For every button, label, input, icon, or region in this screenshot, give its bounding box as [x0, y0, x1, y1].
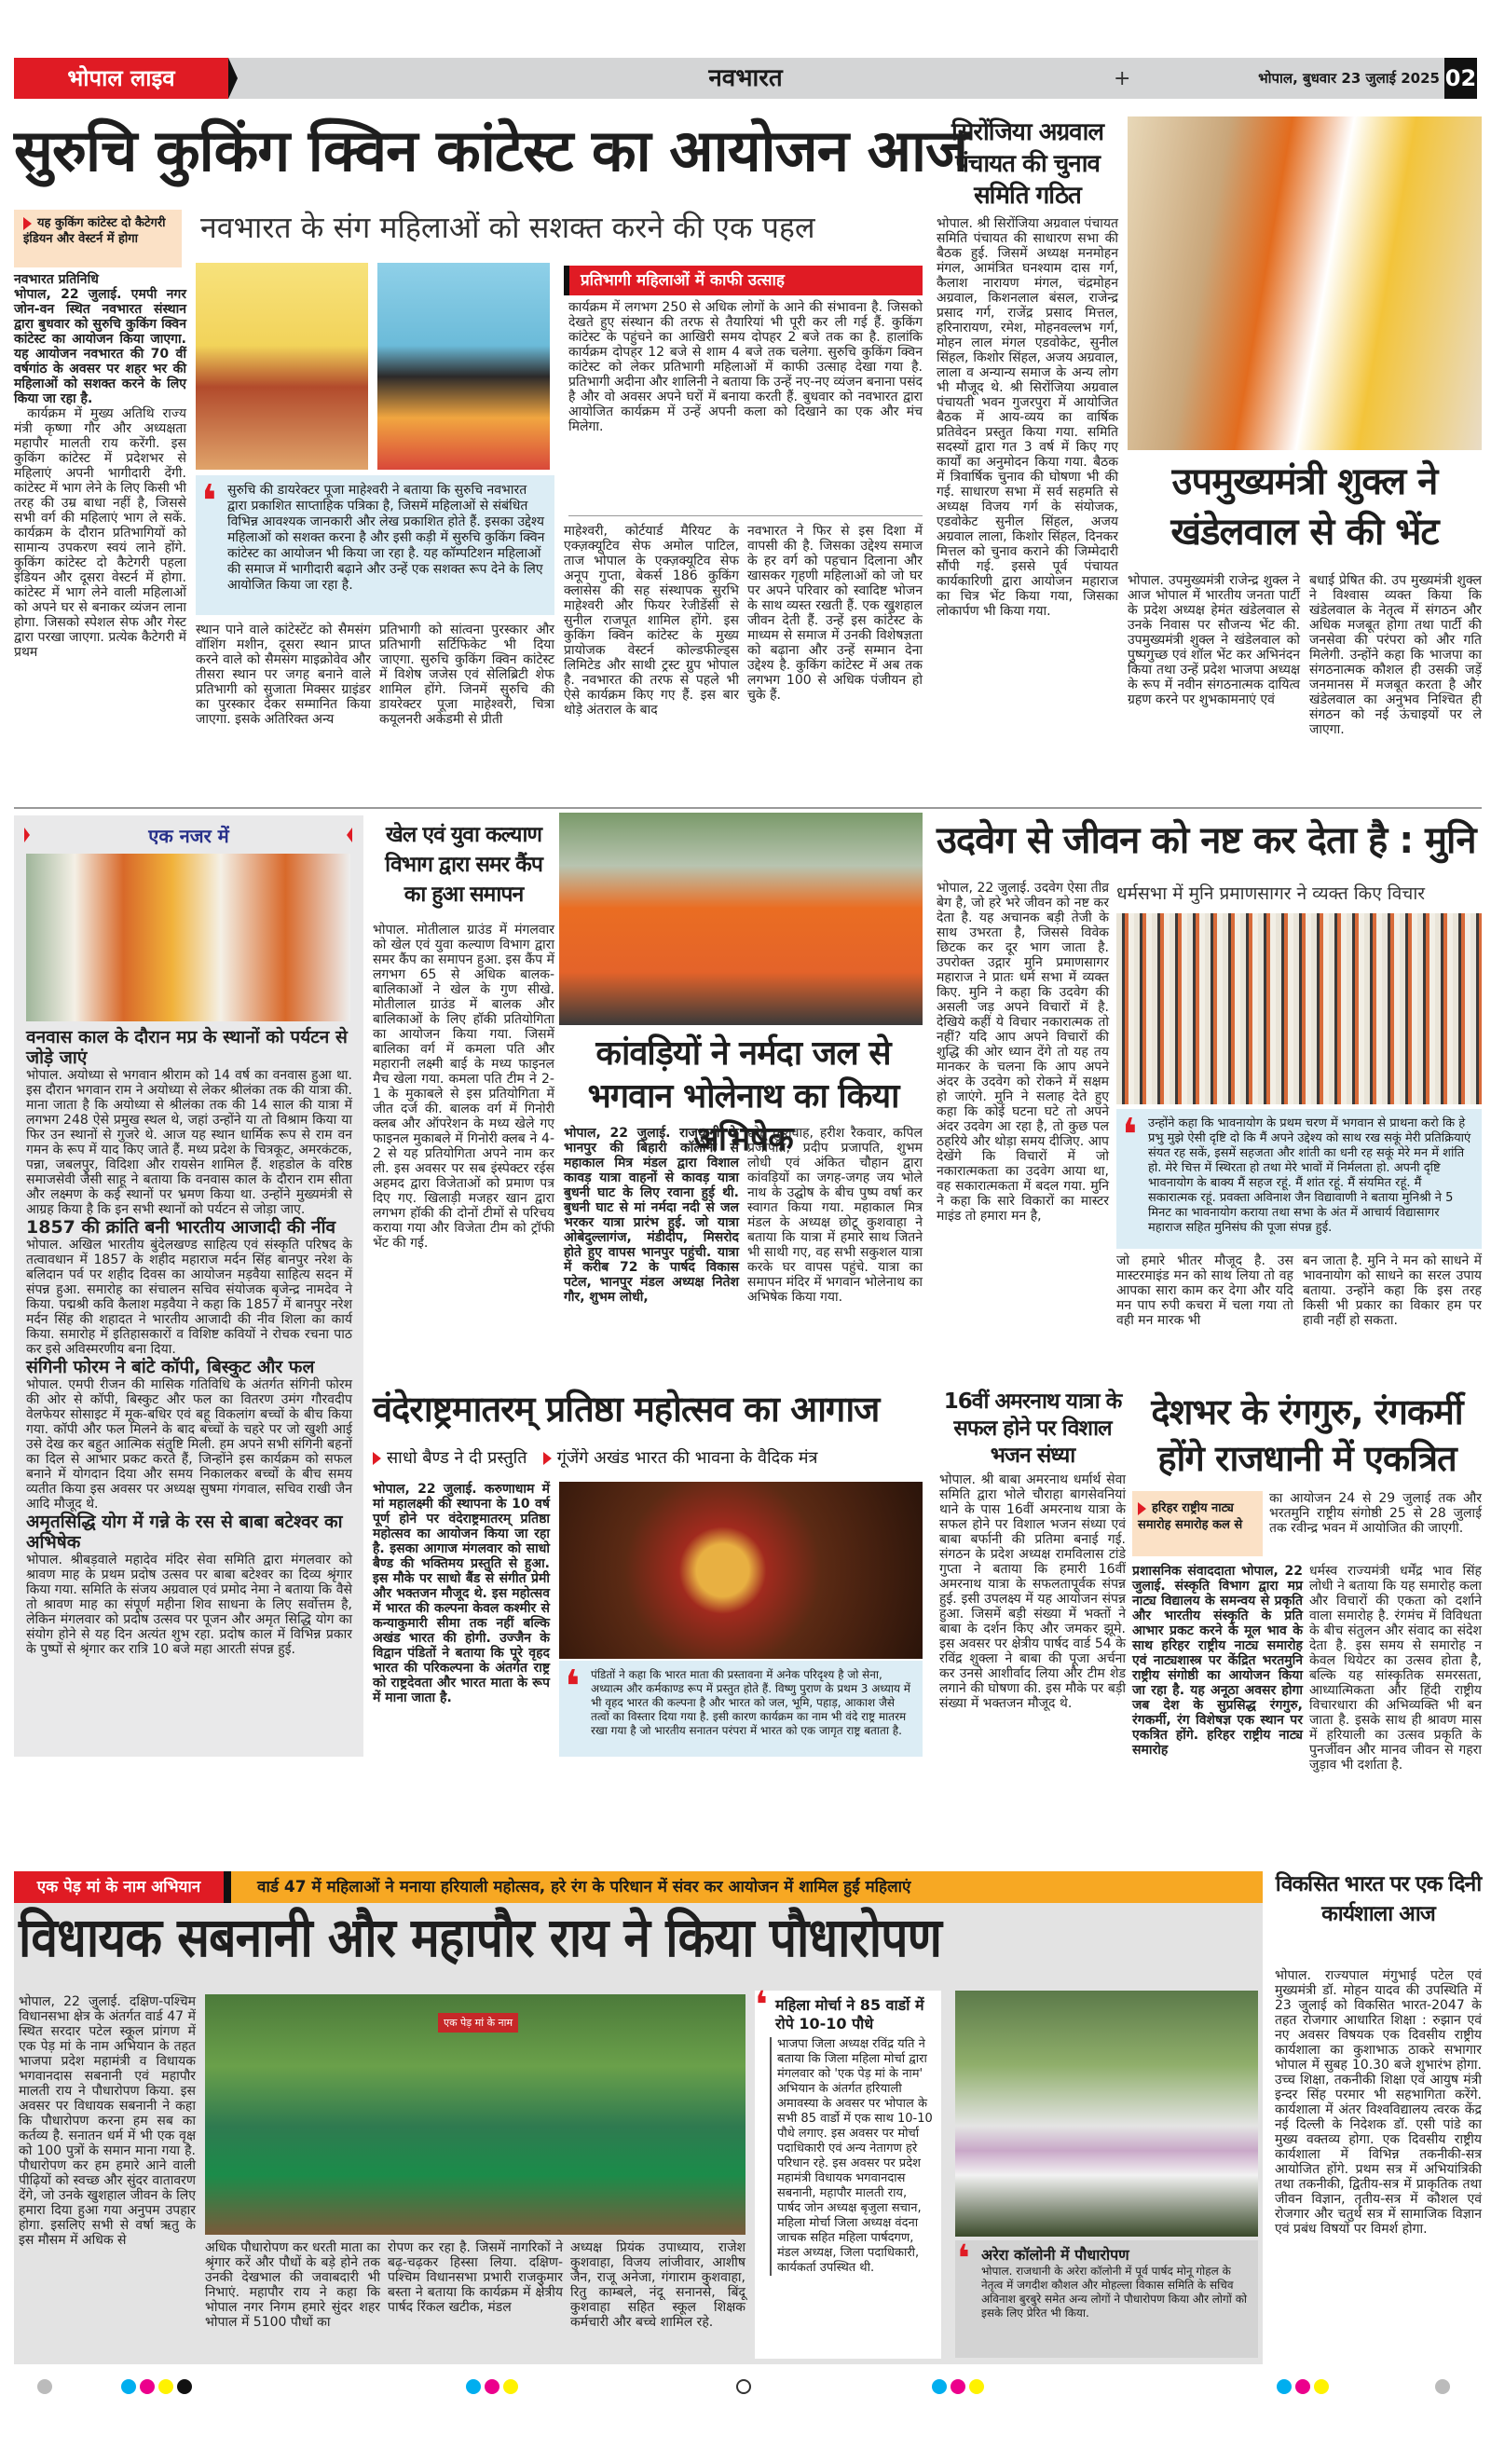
registration-dot	[466, 2379, 481, 2394]
muni-col-2: जो हमारे भीतर मौजूद है. उस मास्टरमाइंड मन को साथ लिया तो वह आपका सारा काम कर देगा और यदि मन पाप रुपी कचरा में चला गया तो वही मन मारक भी	[1116, 1253, 1293, 1328]
plantation-headline: विधायक सबनानी और महापौर राय ने किया पौधारोपण	[19, 1906, 941, 1969]
sports-headline: खेल एवं युवा कल्याण विभाग द्वारा समर कैंप का हुआ समापन	[385, 823, 542, 907]
lead-column-4: माहेश्वरी, कोर्टयार्ड मैरियट के एक्ज़क्यूटिव सेफ अमोल पाटिल, ताज भोपाल के एक्ज़क्यूटिव सेफ अनूप गुप्ता, बेकर्स 186 कुकिंग क्लासेस की सह संस्थापक सुरभि माहेश्वरी और फियर रेजीडेंसी से सुनील राजपूत शामिल होंगे. इस कुकिंग क्विन कांटेस्ट के मुख्य प्रायोजक वेस्टर्न कोल्डफील्ड्स लिमिटेड और साथी ट्रस्ट ग्रुप भोपाल है. नवभारत की तरफ से पहले भी ऐसे कार्यक्रम किए गए हैं. इस बार थोड़े अंतराल के बाद	[564, 524, 739, 718]
amarnath-headline: 16वीं अमरनाथ यात्रा के सफल होने पर विशाल भजन संध्या	[943, 1389, 1122, 1468]
muni-headline: उदवेग से जीवन को नष्ट कर देता है : मुनि	[937, 819, 1476, 862]
campaign-label: एक पेड़ मां के नाम अभियान	[14, 1871, 224, 1903]
registration-dot	[969, 2379, 984, 2394]
muni-quote-box	[1116, 1109, 1482, 1249]
registration-dot	[121, 2379, 136, 2394]
glance-item	[26, 1512, 352, 1657]
theatre-info-box	[1132, 1491, 1263, 1556]
lead-headline: सुरुचि कुकिंग क्विन कांटेस्ट का आयोजन आज	[14, 116, 967, 185]
plantation-col-1: अधिक पौधारोपण कर धरती माता का श्रृंगार करें और पौधों के बड़े होने तक उनकी देखभाल की जवाबदारी भी निभाएं. महापौर राय ने कहा कि भोपाल नगर निगम हमारे सुंदर शहर भोपाल में 5100 पौधों का	[205, 2240, 380, 2330]
quote-icon: ❛	[755, 1984, 768, 2027]
mahila-morcha-box	[755, 1984, 941, 2359]
quote-text: पंडितों ने कहा कि भारत माता की प्रस्तावना में अनेक परिदृश्य है जो सेना, अध्यात्म और कर्मकाण्ड रूप में प्रस्तुत होते हैं. विष्णु पुराण के प्रथम 3 अध्याय में भी वृहद भारत की कल्पना है और भारत को जल, भूमि, पहाड़, आकाश जैसे तत्वों का विस्तार दिया गया है. इसी कारण कार्यक्रम का नाम भी वंदे राष्ट्र मातरम रखा गया है जो भारतीय सनातन परंपरा में भारत को एक जागृत राष्ट्र बताता है.	[591, 1668, 910, 1737]
mahila-morcha-title: महिला मोर्चा ने 85 वार्डो में रोपे 10-10 पौधे	[775, 1996, 924, 2033]
vande-body: भोपाल, 22 जुलाई. करुणाधाम में मां महालक्ष्मी की स्थापना के 10 वर्ष पूर्ण होने पर वंदेराष्ट्रमातरम् प्रतिष्ठा महोत्सव का आयोजन किया जा रहा है. इसका आगाज मंगलवार को साधो बैण्ड की भक्तिमय प्रस्तुति से हुआ. इस मौके पर साधो बैंड से संगीत प्रेमी और भक्तजन मौजूद थे. इस महोत्सव में भारत की कल्पना केवल कश्मीर से कन्याकुमारी सीमा तक नहीं बल्कि अखंड भारत की होगी. उज्जैन के विद्वान पंडितों ने बताया कि पूरे वृहद भारत की परिकल्पना के अंतर्गत राष्ट्र को राष्ट्रदेवता और भारत माता के रूप में माना जाता है.	[373, 1482, 550, 1705]
at-a-glance-title: एक नजर में	[148, 825, 229, 847]
left-marker-icon	[24, 828, 30, 842]
registration-dot	[177, 2379, 192, 2394]
photo-group-yellow-jacket	[26, 854, 350, 1021]
registration-dot	[951, 2379, 965, 2394]
theatre-col-1: प्रशासनिक संवाददाता भोपाल, 22 जुलाई. संस्कृति विभाग द्वारा मप्र नाट्य विद्यालय के समन्वय से प्रकृति और भारतीय संस्कृति के प्रति आभार प्रकट करने के मूल भाव के साथ हरिहर राष्ट्रीय नाट्य समारोह एवं नाट्यशास्त्र पर केंद्रित भरतमुनि राष्ट्रीय संगोष्ठी का आयोजन किया जा रहा है. यह अनूठा अवसर होगा जब देश के सुप्रसिद्ध रंगगुरु, रंगकर्मी, रंग विशेषज्ञ एक स्थान पर एकत्रित होंगे. हरिहर राष्ट्रीय नाट्य समारोह	[1132, 1564, 1303, 1758]
arera-body: भोपाल. राजधानी के अरेरा कॉलोनी में पूर्व पार्षद मोनू गोहल के नेतृत्व में जगदीश कौशल और मोहल्ला विकास समिति के सचिव अविनाश बुरबुरे समेत अन्य लोगों ने पौधारोपण किया और लोगों को इसके लिए प्रेरित भी किया.	[981, 2265, 1248, 2320]
bullet-icon	[373, 1452, 381, 1465]
newspaper-title: नवभारत	[708, 64, 783, 92]
lead-column-1	[14, 272, 186, 799]
glance-item-title: 1857 की क्रांति बनी भारतीय आजादी की नींव	[26, 1217, 336, 1238]
photo-mahalakshmi-idol	[559, 1482, 923, 1659]
vande-quote-box	[559, 1661, 923, 1757]
info-text: हरिहर राष्ट्रीय नाट्य समारोह समारोह कल से	[1138, 1501, 1243, 1532]
photo-kanwar-yatra	[559, 813, 923, 1025]
registration-dot	[37, 2379, 52, 2394]
plantation-headline-wrap	[19, 1906, 941, 1983]
vande-bullets	[373, 1446, 932, 1469]
section-arrow-icon	[228, 58, 238, 99]
muni-col-3: बन जाता है. मुनि ने मन को साधने में भावनायोग को साधने का सरल उपाय बताया. उन्होंने कहा कि इस तरह किसी भी प्रकार का विकार हम पर हावी नहीं हो सकता.	[1303, 1253, 1482, 1328]
photo-dharmasabha	[1116, 913, 1482, 1104]
photo-arera-plantation	[955, 1991, 1258, 2237]
section-label: भोपाल लाइव	[14, 58, 228, 99]
glance-item-body: भोपाल. एमपी रीजन की मासिक गतिविधि के अंतर्गत संगिनी फोरम की ओर से कॉपी, बिस्कुट और फल का वितरण उमंग गौरवदीप वेलफेयर सोसाइट में मूक-बधिर एवं बहू विकलांग बच्चों के बीच किया गया. कॉपी और फल मिलने के बाद बच्चों के चहरे पर जो खुशी आई उसे देख कर बहुत आत्मिक संतुष्टि मिली. हम अपने सभी संगिनी बहनों का दिल से आभार प्रकट करते हैं, जिन्होंने इस कार्यक्रम को सफल बनाने में योगदान दिया और समय निकालकर बच्चों के बीच समय व्यतीत किया इस अवसर पर अध्यक्ष सुषमा गंगवाल, सचिव राखी जैन आदि मौजूद थे.	[26, 1377, 352, 1512]
divider	[14, 807, 1482, 809]
theatre-col-2: धर्मस्व राज्यमंत्री धर्मेंद्र भाव सिंह लोधी ने बताया कि यह समारोह कला और विचारों की एकता को दर्शाने वाला समारोह है. रंगमंच में विविधता के बीच संतुलन और संवाद का संदेश देता है. इस समय से समारोह न केवल थियेटर का उत्सव होता है, बल्कि यह सांस्कृतिक समरसता, आध्यात्मिकता और हिंदी राष्ट्रीय विचारधारा की अभिव्यक्ति भी बन जाता है. इसके साथ ही श्रावण मास में हरियाली का उत्सव प्रकृति के पुनर्जीवन और मानव जीवन से गहरा जुड़ाव भी दर्शाता है.	[1309, 1564, 1482, 1773]
glance-item	[26, 1217, 352, 1357]
plantation-col-3: अध्यक्ष प्रियंक उपाध्याय, राजेश कुशवाहा, विजय लांजीवार, आशीष जैन, राजू अनेजा, गंगाराम कुशवाहा, रितु काम्बले, नंदू सनानसे, बिंदू कुशवाहा सहित स्कूल शिक्षक कर्मचारी और बच्चे शामिल रहे.	[570, 2240, 746, 2330]
red-box-body: कार्यक्रम में लगभग 250 से अधिक लोगों के आने की संभावना है. जिसको देखते हुए संस्थान की तरफ से तैयारियां भी पूरी कर ली गई हैं. कुकिंग कांटेस्ट के पहुंचने का आखिरी समय दोपहर 2 बजे तक का है. हालांकि कार्यक्रम दोपहर 12 बजे से शाम 4 बजे तक चलेगा. सुरुचि कुकिंग क्विन कांटेस्ट को लेकर प्रतिभागी महिलाओं में काफी उत्साह देखा गया है. प्रतिभागी अदीना और शालिनी ने बताया कि उन्हें नए-नए व्यंजन बनाना पसंद है और वो अवसर अपने घरों में बनाया करती हैं. बुधवार को नवभारत द्वारा आयोजित कार्यक्रम में उन्हें अपनी कला को दिखाने का एक और मंच मिलेगा.	[568, 300, 923, 516]
registration-dot	[932, 2379, 947, 2394]
campaign-banner: वार्ड 47 में महिलाओं ने मनाया हरियाली महोत्सव, हरे रंग के परिधान में संवर कर आयोजन में शामिल हुईं महिलाएं	[224, 1871, 1263, 1903]
print-registration-strip	[0, 2375, 1491, 2399]
muni-col-1: भोपाल, 22 जुलाई. उदवेग ऐसा तीव्र बेग है, जो हरे भरे जीवन को नष्ट कर देता है. यह अचानक बड़ी तेजी के साथ उभरता है, जिससे विवेक छिटक कर दूर भाग जाता है. उपरोक्त उद्गार मुनि प्रमाणसागर महाराज ने प्रातः धर्म सभा में व्यक्त किए. मुनि ने कहा कि उदवेग की असली जड़ अपने विचारों में है. देखिये कहीं ये विचार नकारात्मक तो नहीं? यदि आप अपने विचारों की शुद्धि की ओर ध्यान देंगे तो यह तय मानकर के चलना कि आप अपने अंदर के उदवेग को रोकने में सक्षम हो जाएंगे. मुनि ने सलाह देते हुए कहा कि कोई घटना घटे तो अपने अंदर उदवेग आ रहा है, तो कुछ पल ठहरिये और थोड़ा समय दीजिए. आप देखेंगे कि विचारों में जो नकारात्मकता का उदवेग आया था, वह सकारात्मकता में बदल गया. मुनि ने कहा कि सारे विकारों का मास्टर माइंड तो हमारा मन है,	[937, 881, 1109, 1224]
vande-bullet: साधो बैण्ड ने दी प्रस्तुति	[387, 1448, 527, 1468]
plantation-col-2: रोपण कर रहा है. जिसमें नागरिकों ने बढ़-चढ़कर हिस्सा लिया. दक्षिण-पश्चिम विधानसभा प्रभारी राजकुमार बस्ता ने बताया कि कार्यक्रम में क्षेत्रीय पार्षद रिंकल खटीक, मंडल	[388, 2240, 563, 2315]
kanwar-headline: कांवड़ियों ने नर्मदा जल से भगवान भोलेनाथ का किया अभिषेक	[587, 1034, 899, 1158]
deputy-cm-headline: उपमुख्यमंत्री शुक्ल ने खंडेलवाल से की भेंट	[1170, 460, 1439, 554]
registration-dot	[1295, 2379, 1310, 2394]
lead-subhead: नवभारत के संग महिलाओं को सशक्त करने की एक पहल	[200, 210, 815, 245]
lead-quote-box	[196, 475, 554, 615]
bullet-icon	[1138, 1502, 1146, 1515]
glance-item	[26, 1027, 352, 1217]
glance-item-body: भोपाल. अयोध्या से भगवान श्रीराम को 14 वर्ष का वनवास हुआ था. इस दौरान भगवान राम ने अयोध्या से लेकर श्रीलंका तक की यात्रा की. माना जाता है कि अयोध्या से श्रीलंका तक की 14 साल की यात्रा में लगभग 248 ऐसे प्रमुख स्थल थे, जहां उन्होंने या तो विश्राम किया या फिर उन स्थानों से गुजरे थे. आज यह स्थान धार्मिक रूप से राम वन गमन के रूप में याद किए जाते हैं. मध्य प्रदेश के चित्रकूट, अमरकंटक, पन्ना, जबलपुर, विदिशा और रायसेन शामिल हैं. शहडोल के वरिष्ठ समाजसेवी जैसी साहू ने बताया कि वनवास काल के दौरान राम सीता और लक्ष्मण के कई स्थानों पर भ्रमण किया था. उन्होंने मुख्यमंत्री से आग्रह किया है कि इन सभी स्थानों को पर्यटन से जोड़ा जाए.	[26, 1068, 352, 1217]
deputy-cm-col-2: बधाई प्रेषित की. उप मुख्यमंत्री शुक्ल ने विश्वास व्यक्त किया कि खंडेलवाल के नेतृत्व में संगठन और अधिक मजबूत होगा तथा पार्टी की जनसेवा की परंपरा को और गति मिलेगी. उन्होंने कहा कि भाजपा का संगठनात्मक कौशल ही उसकी जड़ें जनमानस में मजबूत करता है और खंडेलवाल का अनुभव निश्चित ही संगठन को नई ऊंचाइयों पर ले जाएगा.	[1309, 573, 1482, 737]
quote-icon: ❛	[565, 1661, 581, 1713]
lead-column-2: स्थान पाने वाले कांटेस्टेंट को सैमसंग वॉशिंग मशीन, दूसरा स्थान प्राप्त करने वाले को सैमसंग माइक्रोवेव और तीसरा स्थान पर जगह बनाने वाले प्रतिभागी को सुजाता मिक्सर ग्राइंडर का पुरस्कार देकर सम्मानित किया जाएगा. इसके अतिरिक्त अन्य	[196, 623, 371, 727]
lead-column-5: नवभारत ने फिर से इस दिशा में वापसी की है. जिसका उद्देश्य समाज के हर वर्ग को पहचान दिलाना और खासकर गृहणी महिलाओं को जो घर पर अपने परिवार को स्वादिष्ट भोजन के साथ व्यस्त रखती हैं. एक खुशहाल जीवन देती हैं. उन्हें इस कांटेस्ट के माध्यम से समाज में उनकी विशेषज्ञता को बढ़ाना और उन्हें सम्मान देना उद्देश्य है. कुकिंग कांटेस्ट में अब तक लगभग 100 से अधिक पंजीयन हो चुके हैं.	[747, 524, 923, 703]
theatre-headline: देशभर के रंगगुरु, रंगकर्मी होंगे राजधानी में एकत्रित	[1151, 1391, 1463, 1479]
glance-item-title: संगिनी फोरम ने बांटे कॉपी, बिस्कुट और फल	[26, 1357, 315, 1377]
photo-pooja-maheshwari	[196, 263, 368, 470]
registration-dot	[736, 2379, 751, 2394]
plantation-intro: भोपाल, 22 जुलाई. दक्षिण-पश्चिम विधानसभा क्षेत्र के अंतर्गत वार्ड 47 में स्थित सरदार पटेल स्कूल प्रांगण में एक पेड़ मां के नाम अभियान के तहत भाजपा प्रदेश महामंत्री व विधायक भगवानदास सबनानी एवं महापौर मालती राय ने पौधारोपण किया. इस अवसर पर विधायक सबनानी ने कहा कि पौधारोपण करना हम सब का कर्तव्य है. सनातन धर्म में भी एक वृक्ष को 100 पुत्रों के समान माना गया है. पौधारोपण कर हम हमारे आने वाली पीढ़ियों को स्वच्छ और सुंदर वातावरण देंगे, जो उनके खुशहाल जीवन के लिए हमारा दिया हुआ गया अनुपम उपहार होगा. इसलिए सभी से वर्षा ऋतु के इस मौसम में अधिक से	[19, 1994, 196, 2248]
lead-text: कार्यक्रम में मुख्य अतिथि राज्य मंत्री कृष्णा गौर और अध्यक्षता महापौर मालती राय करेंगी. इस कुकिंग कांटेस्ट में प्रदेशभर से महिलाएं अपनी भागीदारी देंगी. कांटेस्ट में भाग लेने के लिए किसी भी तरह की उम्र बाधा नहीं है, जिससे सभी वर्ग की महिलाएं भाग ले सकें. कार्यक्रम के दौरान प्रतिभागियों को सामान्य उपकरण स्वयं लाने होंगे. कुकिंग कांटेस्ट दो कैटेगरी पहला इंडियन और दूसरा वेस्टर्न में होगा. कांटेस्ट में भाग लेने वाली महिलाओं को अपने घर से बनाकर व्यंजन लाना होगा. जिसको स्पेशल सेफ और गेस्ट द्वारा परखा जाएगा. प्रत्येक कैटेगरी में प्रथम	[14, 406, 186, 660]
bullet-icon	[23, 217, 32, 230]
muni-subhead: धर्मसभा में मुनि प्रमाणसागर ने व्यक्त किए विचार	[1116, 883, 1426, 904]
lead-info-box	[14, 210, 182, 267]
glance-item-body: भोपाल. अखिल भारतीय बुंदेलखण्ड साहित्य एवं संस्कृति परिषद के तत्वावधान में 1857 के शहीद महाराज मर्दन सिंह बानपुर नरेश के बलिदान पर्व पर शहीद दिवस का आयोजन मड़वैया साहित्य सदन में संपन्न हुआ. समारोह का संचालन सचिव संयोजक बृजेन्द्र नामदेव ने किया. पद्मश्री कवि कैलाश मड़वैया ने कहा कि 1857 में बानपुर नरेश मर्दन सिंह की शहादत ने भारतीय आजादी की नीव शिला का कार्य किया. समारोह में इतिहासकारों व विशिष्ट कवियों ने रोचक रचना पाठ कर इसे अविस्मरणीय बना दिया.	[26, 1238, 352, 1357]
quote-icon: ❛	[1122, 1109, 1138, 1161]
arera-title: अरेरा कॉलोनी में पौधारोपण	[981, 2246, 1129, 2264]
quote-icon: ❛	[957, 2238, 970, 2280]
quote-text: सुरुचि की डायरेक्टर पूजा माहेश्वरी ने बताया कि सुरुचि नवभारत द्वारा प्रकाशित साप्ताहिक पत्रिका है, जिसमें महिलाओं से संबंधित विभिन्न आवश्यक जानकारी और लेख प्रकाशित होते हैं. इसका उद्देश्य महिलाओं को सशक्त करना है और इसी कड़ी में सुरुचि कुकिंग क्विन कांटेस्ट का आयोजन भी किया जा रहा है. यह कॉम्पटिशन महिलाओं की समाज में भागीदारी बढ़ाने और उन्हें एक सशक्त रूप देने के लिए आयोजित किया जा रहा है.	[227, 483, 545, 593]
deputy-cm-col-1: भोपाल. उपमुख्यमंत्री राजेन्द्र शुक्ल ने आज भोपाल में भारतीय जनता पार्टी के प्रदेश अध्यक्ष हेमंत खंडेलवाल से उनके निवास पर सौजन्य भेंट की. उपमुख्यमंत्री शुक्ल ने खंडेलवाल को पुष्पगुच्छ एवं शॉल भेंट कर अभिनंदन किया तथा उन्हें प्रदेश भाजपा अध्यक्ष के रूप में नवीन संगठनात्मक दायित्व ग्रहण करने पर शुभकामनाएं एवं	[1128, 573, 1300, 707]
photo-guest	[377, 263, 550, 470]
vande-bullet: गूंजेंगे अखंड भारत की भावना के वैदिक मंत्र	[556, 1448, 818, 1468]
right-marker-icon	[347, 828, 352, 842]
arera-box	[955, 2240, 1258, 2358]
registration-dot	[485, 2379, 499, 2394]
vande-headline: वंदेराष्ट्रमातरम् प्रतिष्ठा महोत्सव का आगाज	[373, 1389, 880, 1430]
sironjia-headline: सिरोंजिया अग्रवाल पंचायत की चुनाव समिति गठित	[951, 118, 1103, 210]
info-text: यह कुकिंग कांटेस्ट दो कैटेगरी इंडियन और वेस्टर्न में होगा	[23, 216, 166, 246]
registration-dot	[503, 2379, 518, 2394]
registration-dot	[1435, 2379, 1450, 2394]
photo-deputy-cm-meeting	[1128, 116, 1482, 450]
sironjia-body: भोपाल. श्री सिरोंजिया अग्रवाल पंचायत समिति पंचायत की साधारण सभा की बैठक हुई. जिसमें अध्यक्ष मनमोहन मंगल, आमंत्रित घनश्याम दास गर्ग, कैलाश नारायण मंगल, चंद्रमोहन अग्रवाल, किशनलाल बंसल, राजेन्द्र प्रसाद गर्ग, राजेंद्र प्रसाद मित्तल, हरिनारायण, रमेश, मोहनवल्लभ गर्ग, मोहन लाल मंगल एडवोकेट, सुनील सिंहल, किशोर सिंहल, अजय अग्रवाल, लाला व अन्यान्य समाज के अन्य लोग भी मौजूद थे. श्री सिरोंजिया अग्रवाल पंचायती भवन गुजरपुरा में आयोजित बैठक में आय-व्यय का वार्षिक प्रतिवेदन प्रस्तुत किया गया. समिति सदस्यों द्वारा गत 3 वर्ष में किए गए कार्यों का अनुमोदन किया गया. बैठक में त्रिवार्षिक चुनाव की घोषणा भी की गई. साधारण सभा में सर्व सहमति से अध्यक्ष विजय गर्ग के संयोजक, एडवोकेट सुनील सिंहल, अजय अग्रवाल लाला, किशोर सिंहल, दिनकर मित्तल को चुनाव कराने की जिम्मेदारी सौंपी गई. इससे पूर्व पंचायत कार्यकारिणी द्वारा आयोजन महाराज का चित्र भेंट किया गया, जिसका लोकार्पण भी किया गया.	[937, 216, 1118, 619]
red-box-title: प्रतिभागी महिलाओं में काफी उत्साह	[564, 266, 923, 295]
workshop-body: भोपाल. राज्यपाल मंगुभाई पटेल एवं मुख्यमंत्री डॉ. मोहन यादव की उपस्थिति में 23 जुलाई को विकसित भारत-2047 के तहत रोजगार आधारित शिक्षा : रुझान एवं नए अवसर विषयक एक दिवसीय राष्ट्रीय कार्यशाला का कुशाभाऊ ठाकरे सभागार भोपाल में सुबह 10.30 बजे शुभारंभ होगा. उच्च शिक्षा, तकनीकी शिक्षा एवं आयुष मंत्री इन्दर सिंह परमार भी सहभागिता करेंगे. कार्यशाला में अंतर विश्वविद्यालय त्वरक केंद्र नई दिल्ली के निदेशक डॉ. एसी पांडे का मुख्य वक्तव्य होगा. एक दिवसीय राष्ट्रीय कार्यशाला में विभिन्न तकनीकी-सत्र आयोजित होंगे. प्रथम सत्र में अभियांत्रिकी तथा तकनीकी, द्वितीय-सत्र में प्राकृतिक तथा जीवन विज्ञान, तृतीय-सत्र में कौशल एवं रोजगार और चतुर्थ सत्र में सामाजिक विज्ञान एवं प्रबंध विषयों पर विमर्श होगा.	[1275, 1968, 1482, 2237]
theatre-top: का आयोजन 24 से 29 जुलाई तक और भरतमुनि राष्ट्रीय संगोष्ठी 25 से 28 जुलाई तक रवीन्द्र भवन में आयोजित की जाएगी.	[1269, 1491, 1482, 1536]
mahila-morcha-body: भाजपा जिला अध्यक्ष रविंद्र यति ने बताया कि जिला महिला मोर्चा द्वारा मंगलवार को 'एक पेड़ मां के नाम' अभियान के अंतर्गत हरियाली अमावस्या के अवसर पर भोपाल के सभी 85 वार्डो में एक साथ 10-10 पौधे लगाए. इस अवसर पर मोर्चा पदाधिकारी एवं अन्य नेतागण हरे परिधान रहे. इस अवसर पर प्रदेश महामंत्री विधायक भगवानदास सबनानी, महापौर मालती राय, पार्षद जोन अध्यक्ष बृजुला सचान, महिला मोर्चा जिला अध्यक्ष वंदना जाचक सहित महिला पार्षदगण, मंडल अध्यक्ष, जिला पदाधिकारी, कार्यकर्ता उपस्थित थी.	[770, 2037, 934, 2276]
glance-item-title: वनवास काल के दौरान मप्र के स्थानों को पर्यटन से जोड़े जाएं	[26, 1027, 348, 1068]
sports-body: भोपाल. मोतीलाल ग्राउंड में मंगलवार को खेल एवं युवा कल्याण विभाग द्वारा समर कैंप का समापन हुआ. इस कैंप में लगभग 65 से अधिक बालक-बालिकाओं ने खेल के गुण सीखे. मोतीलाल ग्राउंड में बालक और बालिकाओं के लिए हॉकी प्रतियोगिता का आयोजन किया गया. जिसमें बालिका वर्ग में कमला पति और महारानी लक्ष्मी बाई के मध्य फाइनल मैच खेला गया. कमला पति टीम ने 2-1 के मुकाबले से इस प्रतियोगिता में जीत दर्ज की. बालक वर्ग में गिनोरी क्लब और ऑपरेशन के मध्य खेले गए फाइनल मुकाबले में गिनोरी क्लब ने 4-2 से यह प्रतियोगिता अपने नाम कर ली. इस अवसर पर सब इंस्पेक्टर रईस अहमद द्वारा विजेताओं को प्रमाण पत्र दिए गए. खिलाड़ी मजहर खान द्वारा लगभग हॉकी की दोनों टीमों से परिचय कराया गया और विजेता टीम को ट्रॉफी भेंट की गई.	[373, 923, 554, 1251]
crosshair-mark: +	[1114, 67, 1131, 90]
amarnath-body: भोपाल. श्री बाबा अमरनाथ धर्मार्थ सेवा समिति द्वारा भोले चौराहा बागसेवनियां थाने के पास 16वीं अमरनाथ यात्रा के सफल होने पर विशाल भजन संध्या एवं बाबा बर्फानी की प्रतिमा बनाई गई. संगठन के प्रदेश अध्यक्ष रामविलास टांडे गुप्ता ने बताया कि हमारी 16वीं अमरनाथ यात्रा के सफलतापूर्वक संपन्न हुई. इसी उपलक्ष्य में यह आयोजन संपन्न हुआ. जिसमें बड़ी संख्या में भक्तों ने बाबा के दर्शन किए और जमकर झूमे. इस अवसर पर क्षेत्रीय पार्षद वार्ड 54 के रविंद्र शुक्ला ने बाबा की पूजा अर्चना कर उनसे आशीर्वाद लिया और टीम शेड लगाने की घोषणा की. इस मौके पर बड़ी संख्या में भक्तजन मौजूद थे.	[939, 1472, 1126, 1711]
kanwar-col-1: भोपाल, 22 जुलाई. राजधानी के भानपुर की बिहारी कॉलोनी से महाकाल मित्र मंडल द्वारा विशाल कावड़ यात्रा वाहनों से कावड़ यात्रा बुधनी घाट के लिए रवाना हुई थी. बुधनी घाट से मां नर्मदा नदी से जल भरकर यात्रा प्रारंभ हुई. जो यात्रा ओबेदुल्लागंज, मंडीदीप, मिसरोद होते हुए वापस भानपुर पहुंची. यात्रा में करीब 72 के पार्षद विकास पटेल, भानपुर मंडल अध्यक्ष नितेश गौर, शुभम लोधी,	[564, 1126, 739, 1305]
workshop-headline: विकसित भारत पर एक दिनी कार्यशाला आज	[1275, 1872, 1482, 1926]
quote-icon: ❛	[201, 475, 217, 527]
lead-intro: भोपाल, 22 जुलाई. एमपी नगर जोन-वन स्थित नवभारत संस्थान द्वारा बुधवार को सुरुचि कुकिंग क्विन कांटेस्ट का आयोजन किया जाएगा. यह आयोजन नवभारत की 70 वीं वर्षगांठ के अवसर पर शहर भर की महिलाओं को सशक्त करने के लिए किया जा रहा है.	[14, 287, 186, 406]
page-number: 02	[1444, 58, 1477, 99]
registration-dot	[1277, 2379, 1292, 2394]
registration-dot	[1314, 2379, 1329, 2394]
glance-item-body: भोपाल. श्रीबड़वाले महादेव मंदिर सेवा समिति द्वारा मंगलवार को श्रावण माह के प्रथम प्रदोष उत्सव पर बाबा बटेश्वर का दिव्य श्रृंगार किया गया. समिति के संजय अग्रवाल एवं प्रमोद नेमा ने बताया कि वैसे तो श्रावण माह का संपूर्ण महीना शिव साधना के लिए सर्वोत्तम है, लेकिन मंगलवार को प्रदोष उत्सव पर पूजन और अमृत सिद्धि योग का संयोग होने से यह दिन अत्यंत शुभ रहा. प्रदोष काल में विभिन्न प्रकार के पुष्पों से श्रृंगार कर रात्रि 10 बजे महा आरती संपन्न हुई.	[26, 1553, 352, 1657]
byline: नवभारत प्रतिनिधि	[14, 272, 99, 287]
kanwar-col-2: छोटू कुशवाह, हरीश रैकवार, कपिल प्रजापति, प्रदीप प्रजापति, शुभम लोधी एवं अंकित चौहान द्वारा कांवड़ियों का जगह-जगह जय भोले नाथ के उद्घोष के बीच पुष्प वर्षा कर स्वागत किया गया. महाकाल मित्र मंडल के अध्यक्ष छोटू कुशवाहा ने बताया कि यात्रा में हमारे साथ जितने भी साथी गए, वह सभी सकुशल यात्रा करके घर वापस पहुंचे. यात्रा का समापन मंदिर में भगवान भोलेनाथ का अभिषेक किया गया.	[747, 1126, 923, 1305]
lead-column-3: प्रतिभागी को सांत्वना पुरस्कार और प्रतिभागी सर्टिफिकेट भी दिया जाएगा. सुरुचि कुकिंग क्विन कांटेस्ट में विशेष जजेस एवं सेलिब्रिटी शेफ शामिल होंगे. जिनमें सुरुचि की डायरेक्टर पूजा माहेश्वरी, चित्रा कयूलनरी अकेडमी से प्रीती	[379, 623, 554, 727]
glance-item-title: अमृतसिद्धि योग में गन्ने के रस से बाबा बटेश्वर का अभिषेक	[26, 1512, 343, 1553]
photo-sign: एक पेड़ मां के नाम	[438, 2013, 518, 2033]
bullet-icon	[543, 1452, 552, 1465]
quote-text: उन्होंने कहा कि भावनायोग के प्रथम चरण में भगवान से प्राथना करो कि हे प्रभु मुझे ऐसी दृष्टि दो कि मैं अपने उद्देश्य को साथ रख सकूं मेरी प्रतिक्रियाएं संयत रह सकें, इसमें सहजता और शांती का धनी रह सकूं मेरे मन में शांति हो. मेरे चित्त में स्थिरता हो तथा मेरे भावों में निर्मलता हो. अपनी दृष्टि भावनायोग के बाक्य मैं सहज रहूं. मैं शांत रहूं. मैं संयमित रहूं. मैं सकारात्मक रहूं. प्रवक्ता अविनाश जैन विद्यावाणी ने बताया मुनिश्री ने 5 मिनट का भावनायोग कराया तथा सभा के अंत में आचार्य विद्यासागर महाराज सहित मुनिसंघ की पूजा संपन्न हुई.	[1148, 1116, 1471, 1235]
glance-item	[26, 1357, 352, 1512]
glance-items	[26, 1027, 352, 1754]
registration-dot	[158, 2379, 173, 2394]
date-line: भोपाल, बुधवार 23 जुलाई 2025	[1258, 70, 1440, 87]
registration-dot	[140, 2379, 155, 2394]
